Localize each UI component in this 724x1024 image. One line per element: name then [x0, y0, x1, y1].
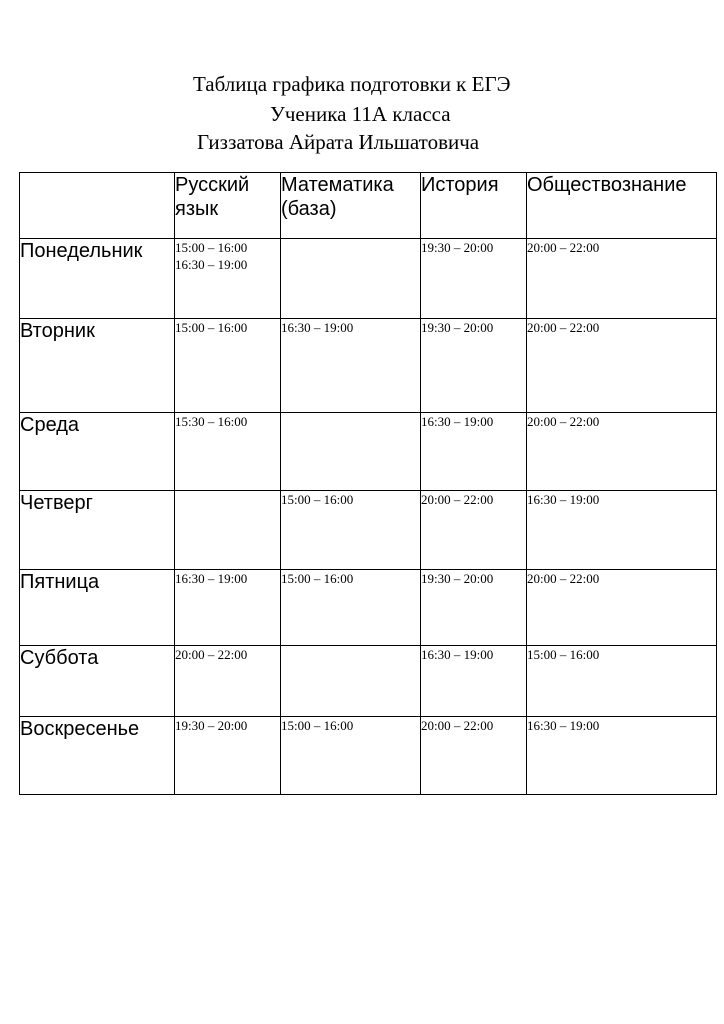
- time-slot: 20:00 – 22:00: [527, 320, 600, 335]
- time-cell: [281, 570, 421, 646]
- time-cell: [281, 717, 421, 795]
- time-cell: [527, 646, 717, 717]
- time-cell: [175, 570, 281, 646]
- table-row: [20, 239, 717, 319]
- header-cell-empty: [20, 173, 175, 239]
- time-cell: [421, 646, 527, 717]
- time-slot: 16:30 – 19:00: [421, 647, 494, 662]
- time-cell: [527, 239, 717, 319]
- day-cell: Воскресенье: [20, 717, 175, 795]
- time-cell: [175, 413, 281, 491]
- time-cell: [175, 319, 281, 413]
- time-cell: [175, 491, 281, 570]
- time-slot: 16:30 – 19:00: [175, 571, 248, 586]
- day-cell: Понедельник: [20, 239, 175, 319]
- time-cell: [281, 491, 421, 570]
- time-slot: 20:00 – 22:00: [421, 718, 494, 733]
- title-line-1: Таблица графика подготовки к ЕГЭ: [193, 72, 511, 96]
- time-cell: [281, 646, 421, 717]
- time-slot: 16:30 – 19:00: [527, 718, 600, 733]
- day-cell: Четверг: [20, 491, 175, 570]
- time-cell: [175, 646, 281, 717]
- header-cell-social-studies: Обществознание: [527, 173, 717, 239]
- time-slot: 15:00 – 16:00: [281, 571, 354, 586]
- time-cell: [421, 717, 527, 795]
- day-cell: Вторник: [20, 319, 175, 413]
- schedule-table: [19, 172, 717, 795]
- title-line-2: Ученика 11А класса: [270, 102, 451, 126]
- time-cell: [281, 319, 421, 413]
- time-slot: 15:00 – 16:00: [281, 492, 354, 507]
- time-slot: 20:00 – 22:00: [527, 414, 600, 429]
- time-slot: 20:00 – 22:00: [527, 240, 600, 255]
- time-cell: [527, 319, 717, 413]
- time-cell: [527, 717, 717, 795]
- time-slot: 20:00 – 22:00: [421, 492, 494, 507]
- table-row: [20, 319, 717, 413]
- day-cell: Суббота: [20, 646, 175, 717]
- time-cell: [281, 413, 421, 491]
- time-slot: 19:30 – 20:00: [175, 718, 248, 733]
- title-line-3: Гиззатова Айрата Ильшатовича: [197, 130, 480, 154]
- table-row: [20, 491, 717, 570]
- time-cell: [527, 491, 717, 570]
- time-slot: 19:30 – 20:00: [421, 320, 494, 335]
- day-cell: Пятница: [20, 570, 175, 646]
- time-cell: [421, 239, 527, 319]
- time-cell: [281, 239, 421, 319]
- time-cell: [421, 413, 527, 491]
- time-slot: 16:30 – 19:00: [281, 320, 354, 335]
- time-slot: 16:30 – 19:00: [175, 257, 248, 272]
- time-slot: 19:30 – 20:00: [421, 571, 494, 586]
- table-row: [20, 413, 717, 491]
- time-slot: 19:30 – 20:00: [421, 240, 494, 255]
- time-cell: [421, 319, 527, 413]
- time-slot: 15:00 – 16:00: [175, 240, 248, 255]
- header-cell-math: Математика (база): [281, 173, 421, 239]
- time-slot: 15:30 – 16:00: [175, 414, 248, 429]
- time-cell: [175, 239, 281, 319]
- time-cell: [527, 413, 717, 491]
- time-cell: [175, 717, 281, 795]
- header-row: [20, 173, 717, 239]
- table-row: [20, 717, 717, 795]
- time-slot: 15:00 – 16:00: [281, 718, 354, 733]
- table-row: [20, 570, 717, 646]
- day-cell: Среда: [20, 413, 175, 491]
- header-cell-russian: Русский язык: [175, 173, 281, 239]
- time-slot: 15:00 – 16:00: [175, 320, 248, 335]
- time-slot: 20:00 – 22:00: [175, 647, 248, 662]
- time-slot: 16:30 – 19:00: [527, 492, 600, 507]
- time-cell: [527, 570, 717, 646]
- time-slot: 15:00 – 16:00: [527, 647, 600, 662]
- time-cell: [421, 491, 527, 570]
- time-cell: [421, 570, 527, 646]
- time-slot: 20:00 – 22:00: [527, 571, 600, 586]
- header-cell-history: История: [421, 173, 527, 239]
- table-row: [20, 646, 717, 717]
- time-slot: 16:30 – 19:00: [421, 414, 494, 429]
